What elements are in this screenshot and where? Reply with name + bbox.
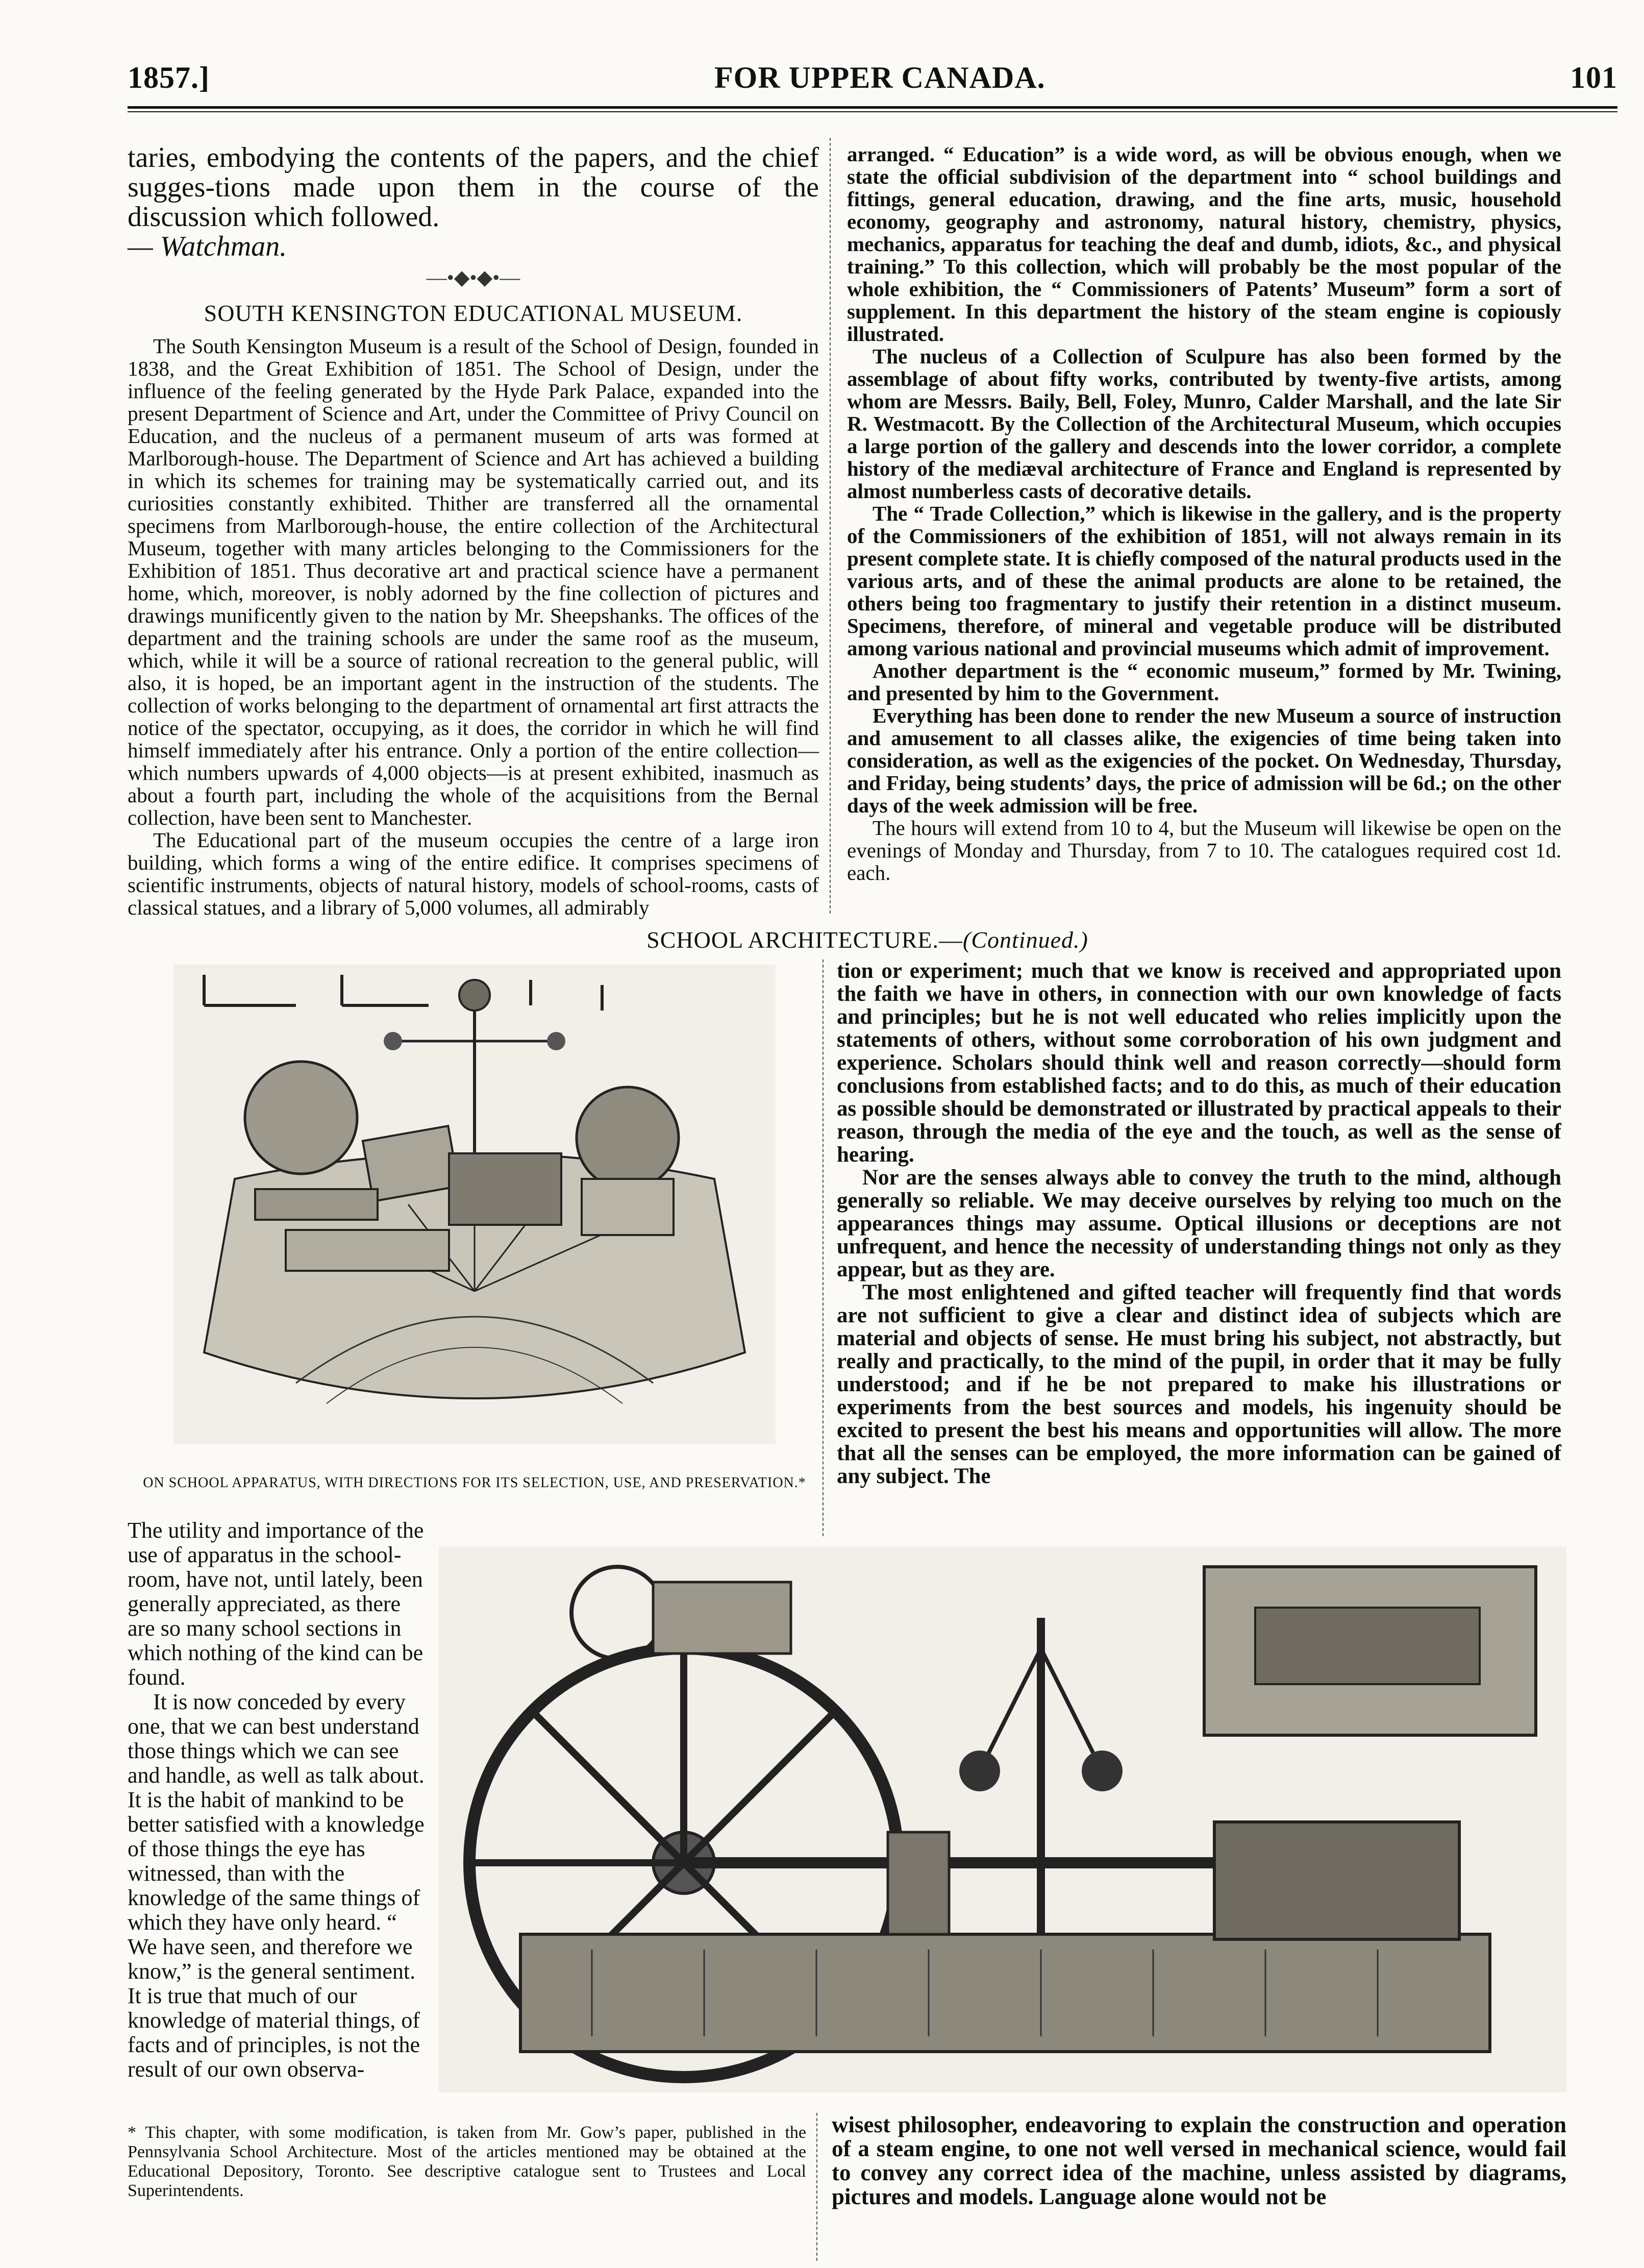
school-arch-right-column bbox=[837, 959, 1561, 1488]
school-architecture-title: SCHOOL ARCHITECTURE.—(Continued.) bbox=[646, 927, 1088, 953]
museum-paragraph: arranged. “ Education” is a wide word, as will be obvious enough, when we state the official subdivision of the department into “ school buildings and fittings, general education, drawing, and the fine arts, music, household economy, geography and astronomy, natural history, chemistry, physics, mechanics, apparatus for teaching the deaf and dumb, idiots, &c., and physical training.” To this collection, which will probably be the most popular of the whole exhibition, the “ Commissioners of Patents’ Museum” form a sort of supplement. In this department the history of the steam engine is copiously illustrated. bbox=[847, 142, 1561, 346]
museum-paragraph: Another department is the “ economic museum,” formed by Mr. Twining, and presented by him to the Government. bbox=[847, 659, 1561, 705]
museum-paragraph: The Educational part of the museum occupies the centre of a large iron building, which forms a wing of the entire edifice. It comprises specimens of scientific instruments, objects of natural history, models of school-rooms, casts of classical statues, and a library of 5,000 volumes, all admirably bbox=[128, 828, 819, 919]
school-arch-paragraph: The utility and importance of the use of apparatus in the school-room, have not, until lately, been generally appreciated, as there are so many school sections in which nothing of the kind can be found. bbox=[128, 1518, 424, 1690]
header-title: FOR UPPER CANADA. bbox=[714, 61, 1045, 94]
school-arch-paragraph: It is now conceded by every one, that we can best understand those things which we can see and handle, as well as talk about. It is the habit of mankind to be better satisfied with a knowledge of those things the eye has witnessed, than with the knowledge of the same things of which they have only heard. “ We have seen, and therefore we know,” is the general sentiment. It is true that much of our knowledge of material things, of facts and of principles, is not the result of our own observa- bbox=[128, 1689, 425, 2082]
column-divider-bottom bbox=[816, 2113, 817, 2261]
page-number: 101 bbox=[1570, 61, 1617, 94]
museum-paragraph: The nucleus of a Collection of Sculpure has also been formed by the assemblage of about fifty works, contributed by twenty-five artists, among whom are Messrs. Baily, Bell, Foley, Munro, Calder Marshall, and the late Sir R. Westmacott. By the Collection of the Architectural Museum, which occupies a large portion of the gallery and descends into the lower corridor, a complete history of the mediæval architecture of France and England is represented by almost numberless casts of decorative details. bbox=[847, 344, 1561, 503]
museum-section-title: SOUTH KENSINGTON EDUCATIONAL MUSEUM. bbox=[204, 300, 743, 326]
apparatus-caption: ON SCHOOL APPARATUS, WITH DIRECTIONS FOR ITS SELECTION, USE, AND PRESERVATION.* bbox=[143, 1475, 806, 1491]
school-arch-paragraph: tion or experiment; much that we know is received and appropriated upon the faith we have in others, in connection with our own knowledge of facts and principles; but he is not well educated who relies implicitly upon the statements of others, without some corroboration of his own judgment and experience. Scholars should think well and reason correctly—should form conclusions from established facts; and to do this, as much of their education as possible should be demonstrated or illustrated by practical appeals to their reason, through the media of the eye and the touch, as well as the sense of hearing. bbox=[837, 959, 1561, 1167]
apparatus-drawing bbox=[173, 965, 776, 1444]
page-header bbox=[128, 56, 1617, 112]
header-year: 1857.] bbox=[128, 61, 210, 94]
steam-engine-illustration bbox=[439, 1546, 1566, 2092]
header-rule-thin bbox=[128, 111, 1617, 112]
source-credit: — Watchman. bbox=[128, 231, 287, 262]
column-divider-middle bbox=[823, 959, 824, 1536]
school-arch-paragraph: The most enlightened and gifted teacher will frequently find that words are not sufficient to give a clear and distinct idea of subjects which are material and objects of sense. He must bring his subject, not abstractly, but really and practically, to the mind of the pupil, in order that it may be fully understood; and if he be not prepared to make his illustrations or experiments from the best sources and models, his ingenuity should be excited to present the best his means and opportunities will allow. The more that all the senses can be employed, the more information can be gained of any subject. The bbox=[837, 1280, 1561, 1488]
museum-article bbox=[128, 335, 819, 919]
intro-continuation: taries, embodying the contents of the papers, and the chief sugges-tions made upon them in the course of the discussion which followed. — Watchman. bbox=[128, 142, 819, 262]
museum-paragraph: The “ Trade Collection,” which is likewise in the gallery, and is the property of the Commissioners of the exhibition of 1851, will not always remain in its present complete state. It is chiefly composed of the natural products used in the various arts, and of these the animal products are alone to be retained, the others being too fragmentary to justify their retention in a distinct museum. Specimens, therefore, of mineral and vegetable produce will be distributed among various national and provincial museums which admit of improvement. bbox=[847, 502, 1561, 660]
school-apparatus-illustration bbox=[173, 965, 776, 1444]
top-left-column bbox=[128, 143, 819, 919]
museum-paragraph: Everything has been done to render the new Museum a source of instruction and amusement to all classes alike, the exigencies of time being taken into consideration, as well as the exigencies of the pocket. On Wednesday, Thursday, and Friday, being students’ days, the price of admission will be 6d.; on the other days of the week admission will be free. bbox=[847, 704, 1561, 817]
column-divider-top bbox=[830, 138, 831, 914]
school-arch-left-column bbox=[128, 1518, 429, 2082]
school-arch-paragraph: Nor are the senses always able to convey the truth to the mind, although generally so reliable. We may deceive ourselves by relying too much on the appearances things may assume. Optical illusions or deceptions are not unfrequent, and hence the necessity of understanding things not only as they appear, but as they are. bbox=[837, 1166, 1561, 1281]
footnote: * This chapter, with some modification, is taken from Mr. Gow’s paper, published in the Pennsylvania School Architecture. Most of the articles mentioned may be obtained at the Educational Depository, Toronto. See descriptive catalogue sent to Trustees and Local Superintendents. bbox=[128, 2123, 806, 2200]
steam-engine-drawing bbox=[439, 1546, 1566, 2092]
section-ornament: —•◆•◆•— bbox=[426, 266, 520, 289]
header-rule bbox=[128, 106, 1617, 109]
museum-paragraph: The hours will extend from 10 to 4, but the Museum will likewise be open on the evenings of Monday and Thursday, from 7 to 10. The catalogues required cost 1d. each. bbox=[847, 816, 1561, 884]
top-right-column bbox=[847, 143, 1561, 884]
bottom-right-continuation: wisest philosopher, endeavoring to explain the construction and operation of a steam engine, to one not well versed in mechanical science, would fail to convey any correct idea of the machine, unless assisted by diagrams, pictures and models. Language alone would not be bbox=[832, 2112, 1566, 2209]
museum-paragraph: The South Kensington Museum is a result of the School of Design, founded in 1838, and the Great Exhibition of 1851. The School of Design, under the influence of the feeling generated by the Hyde Park Palace, expanded into the present Department of Science and Art, under the Committee of Privy Council on Education, and the nucleus of a permanent museum of arts was formed at Marlborough-house. The Department of Science and Art has achieved a building in which its schemes for training may be systematically carried out, and its curiosities constantly exhibited. Thither are transferred all the ornamental specimens from Marlborough-house, the entire collection of the Architectural Museum, together with many articles belonging to the Commissioners for the Exhibition of 1851. Thus decorative art and practical science have a permanent home, which, moreover, is nobly adorned by the fine collection of pictures and drawings munificently given to the nation by Mr. Sheepshanks. The offices of the department and the training schools are under the same roof as the museum, which, while it will be a source of rational recreation to the general public, will also, it is hoped, be an important agent in the instruction of the students. The collection of works belonging to the department of ornamental art first attracts the notice of the spectator, occupying, as it does, the corridor in which he will find himself immediately after his entrance. Only a portion of the entire collection—which numbers upwards of 4,000 objects—is at present exhibited, inasmuch as about a fourth part, including the whole of the acquisitions from the Bernal collection, have been sent to Manchester. bbox=[128, 334, 819, 829]
